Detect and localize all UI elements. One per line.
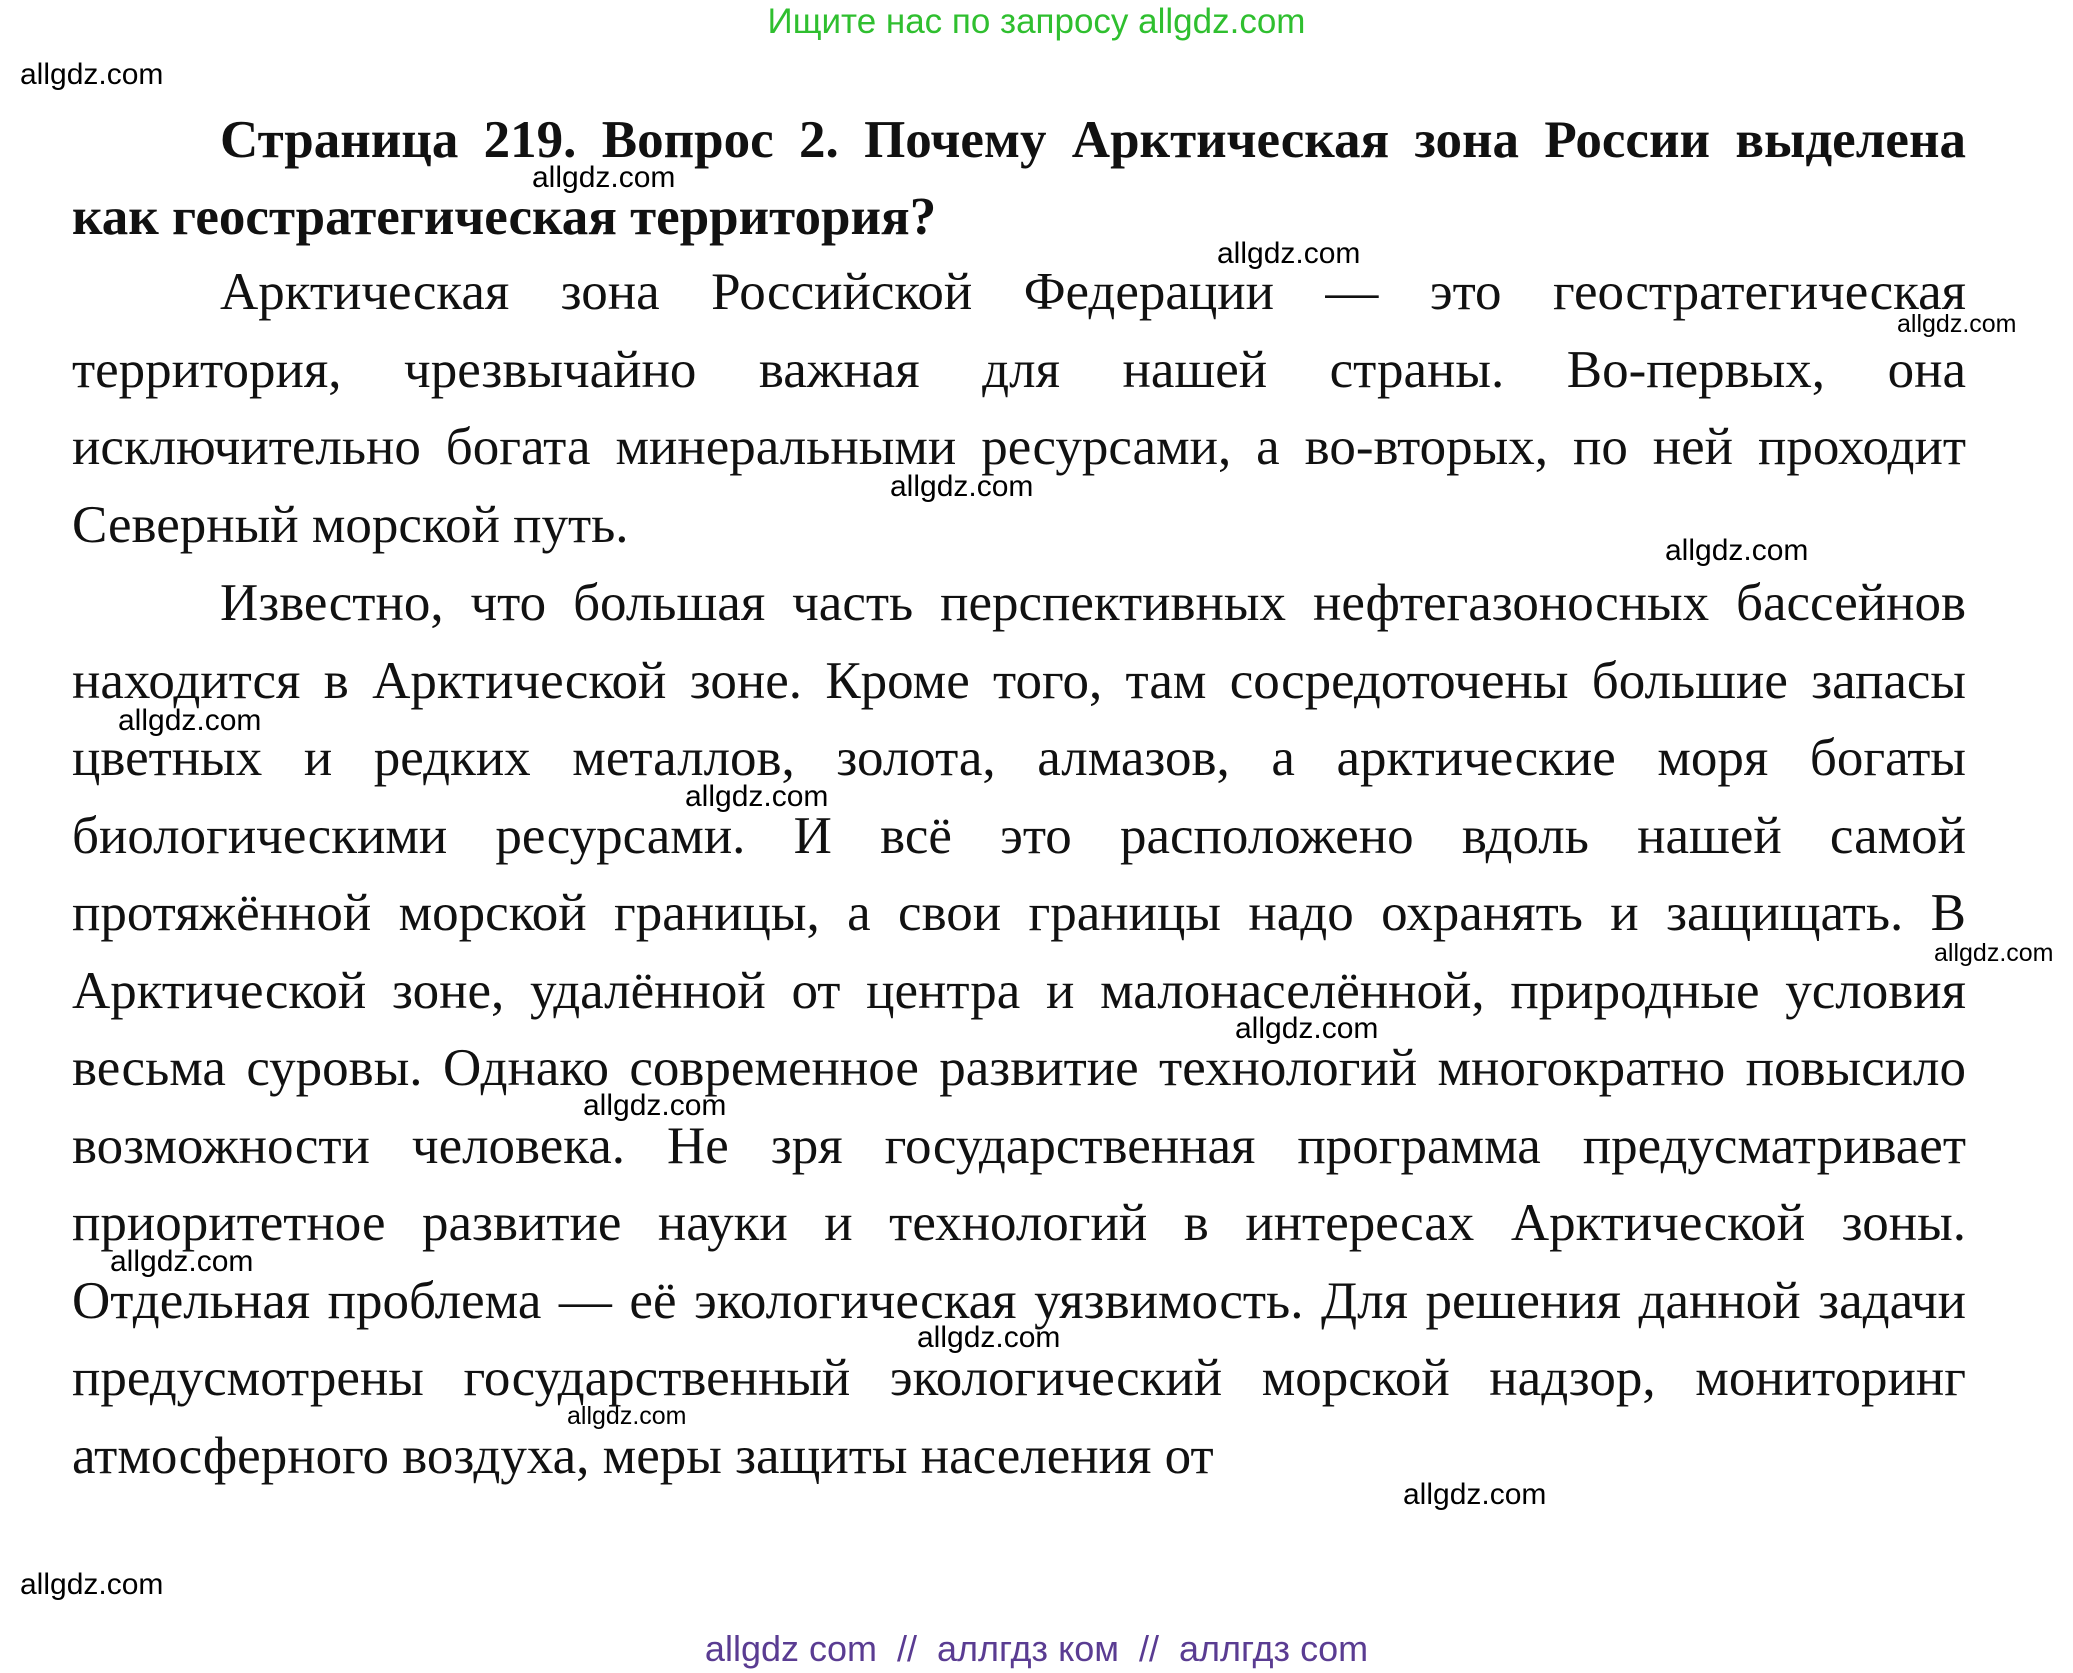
watermark: allgdz.com [118, 704, 262, 737]
watermark: allgdz.com [1665, 534, 1809, 567]
top-banner: Ищите нас по запросу allgdz.com [767, 2, 1306, 41]
watermark: allgdz.com [1897, 310, 2017, 338]
answer-paragraph: Арктическая зона Российской Федерации — это геостратегическая территория, чрезвычайно важная для нашей страны. Во-первых, она исключительно богата минеральными ресурсами, а во-вторых, по ней проходит Северный морской путь. [72, 263, 1966, 554]
watermark: allgdz.com [110, 1245, 254, 1278]
watermark: allgdz.com [685, 780, 829, 813]
watermark: allgdz.com [917, 1321, 1061, 1354]
watermark: allgdz.com [583, 1089, 727, 1122]
watermark: allgdz.com [1235, 1012, 1379, 1045]
watermark: allgdz.com [890, 470, 1034, 503]
watermark: allgdz.com [20, 58, 164, 91]
watermark: allgdz.com [567, 1402, 687, 1430]
watermark: allgdz.com [1403, 1478, 1547, 1511]
watermark: allgdz.com [20, 1568, 164, 1601]
watermark: allgdz.com [532, 161, 676, 194]
bottom-banner: allgdz com // аллгдз ком // аллгдз com [704, 1628, 1369, 1669]
watermark: allgdz.com [1934, 939, 2054, 967]
watermark: allgdz.com [1217, 237, 1361, 270]
answer-paragraph: Известно, что большая часть перспективных нефтегазоносных бассейнов находится в Арктической зоне. Кроме того, там сосредоточены большие запасы цветных и редких металлов, золота, алмазов, а арктические моря богаты биологическими ресурсами. И всё это расположено вдоль нашей самой протяжённой морской границы, а свои границы надо охранять и защищать. В Арктической зоне, удалённой от центра и малонаселённой, природные условия весьма суровы. Однако современное развитие технологий многократно повысило возможности человека. Не зря государственная программа предусматривает приоритетное развитие науки и технологий в интересах Арктической зоны. Отдельная проблема — её экологическая уязвимость. Для решения данной задачи предусмотрены государственный экологический морской надзор, мониторинг атмосферного воздуха, меры защиты населения от [72, 574, 1966, 1485]
question-heading: Страница 219. Вопрос 2. Почему Арктическая зона России выделена как геостратегическая территория? [72, 111, 1966, 246]
